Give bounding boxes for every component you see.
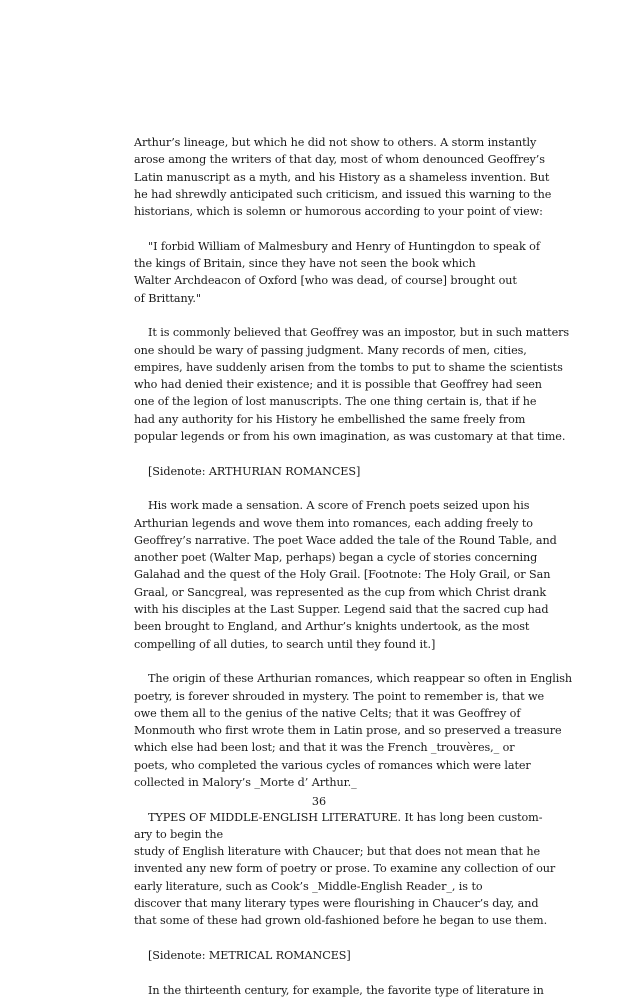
paragraph bbox=[134, 134, 552, 220]
text-line: which else had been lost; and that it was the French _trouvères,_ or bbox=[134, 741, 515, 755]
text-line: [Sidenote: METRICAL ROMANCES] bbox=[148, 948, 351, 962]
text-line: that some of these had grown old-fashioned before he began to use them. bbox=[134, 914, 548, 928]
text-line: TYPES OF MIDDLE-ENGLISH LITERATURE. It has long been custom- bbox=[148, 810, 543, 824]
text-line: His work made a sensation. A score of French poets seized upon his bbox=[148, 499, 530, 513]
text-line: another poet (Walter Map, perhaps) began a cycle of stories concerning bbox=[134, 551, 538, 565]
paragraph bbox=[134, 670, 573, 791]
text-line: one should be wary of passing judgment. Many records of men, cities, bbox=[134, 343, 527, 357]
text-line: Geoffrey’s narrative. The poet Wace added the tale of the Round Table, and bbox=[134, 533, 557, 547]
text-line: It is commonly believed that Geoffrey was an impostor, but in such matters bbox=[148, 326, 570, 340]
block-quote bbox=[134, 238, 540, 307]
paragraph-gap bbox=[134, 653, 514, 670]
paragraph-gap bbox=[134, 480, 514, 497]
sidenote bbox=[134, 947, 514, 964]
text-line: historians, which is solemn or humorous according to your point of view: bbox=[134, 205, 543, 219]
text-line: In the thirteenth century, for example, the favorite type of literature in bbox=[148, 983, 544, 997]
text-line: arose among the writers of that day, most of whom denounced Geoffrey’s bbox=[134, 153, 545, 167]
paragraph-gap bbox=[134, 445, 514, 462]
text-line: he had shrewdly anticipated such criticism, and issued this warning to the bbox=[134, 187, 552, 201]
text-line: empires, have suddenly arisen from the tombs to put to shame the scientists bbox=[134, 360, 563, 374]
text-line: Monmouth who first wrote them in Latin prose, and so preserved a treasure bbox=[134, 724, 562, 738]
text-line: The origin of these Arthurian romances, which reappear so often in English bbox=[148, 672, 573, 686]
text-line: who had denied their existence; and it is possible that Geoffrey had seen bbox=[134, 378, 542, 392]
text-line: ary to begin the bbox=[134, 827, 224, 841]
text-line: poets, who completed the various cycles of romances which were later bbox=[134, 758, 531, 772]
text-line: collected in Malory’s _Morte d’ Arthur._ bbox=[134, 775, 357, 789]
text-line: with his disciples at the Last Supper. Legend said that the sacred cup had bbox=[134, 603, 549, 617]
text-line: of Brittany." bbox=[134, 291, 201, 305]
text-line: had any authority for his History he embellished the same freely from bbox=[134, 412, 526, 426]
page-number: 36 bbox=[311, 795, 327, 808]
text-line: early literature, such as Cook’s _Middle-English Reader_, is to bbox=[134, 879, 483, 893]
text-line: "I forbid William of Malmesbury and Henry of Huntingdon to speak of bbox=[148, 239, 540, 253]
paragraph-gap bbox=[134, 307, 514, 324]
text-line: poetry, is forever shrouded in mystery. The point to remember is, that we bbox=[134, 689, 545, 703]
paragraph-gap bbox=[134, 930, 514, 947]
text-line: compelling of all duties, to search until they found it.] bbox=[134, 637, 436, 651]
text-line: Walter Archdeacon of Oxford [who was dead, of course] brought out bbox=[134, 274, 517, 288]
paragraph bbox=[134, 982, 544, 999]
page-body bbox=[134, 134, 573, 999]
text-line: discover that many literary types were flourishing in Chaucer’s day, and bbox=[134, 897, 539, 911]
paragraph-gap bbox=[134, 220, 514, 237]
sidenote bbox=[134, 463, 514, 480]
text-line: Galahad and the quest of the Holy Grail. [Footnote: The Holy Grail, or San bbox=[134, 568, 551, 582]
text-line: Latin manuscript as a myth, and his History as a shameless invention. But bbox=[134, 170, 550, 184]
text-line: [Sidenote: ARTHURIAN ROMANCES] bbox=[148, 464, 361, 478]
paragraph bbox=[134, 809, 556, 930]
text-line: Graal, or Sancgreal, was represented as the cup from which Christ drank bbox=[134, 585, 547, 599]
text-line: Arthurian legends and wove them into romances, each adding freely to bbox=[134, 516, 533, 530]
text-line: been brought to England, and Arthur’s knights undertook, as the most bbox=[134, 620, 530, 634]
text-line: Arthur’s lineage, but which he did not show to others. A storm instantly bbox=[134, 136, 537, 149]
text-line: the kings of Britain, since they have not seen the book which bbox=[134, 257, 476, 271]
text-line: owe them all to the genius of the native Celts; that it was Geoffrey of bbox=[134, 706, 521, 720]
text-line: invented any new form of poetry or prose. To examine any collection of our bbox=[134, 862, 556, 876]
paragraph bbox=[134, 324, 570, 445]
text-line: popular legends or from his own imagination, as was customary at that time. bbox=[134, 430, 566, 444]
text-line: one of the legion of lost manuscripts. The one thing certain is, that if he bbox=[134, 395, 537, 409]
paragraph bbox=[134, 497, 557, 653]
text-line: study of English literature with Chaucer; but that does not mean that he bbox=[134, 845, 541, 859]
paragraph-gap bbox=[134, 964, 514, 981]
